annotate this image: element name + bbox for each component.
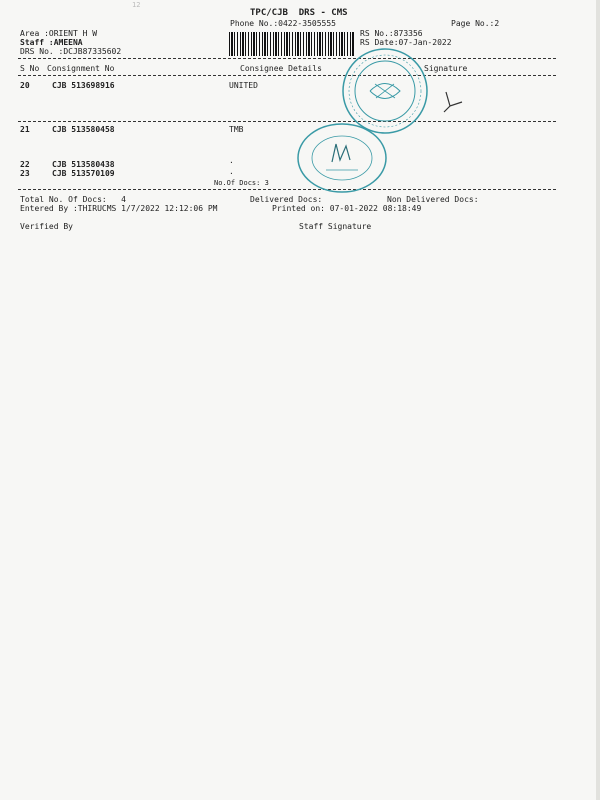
staff-signature-label: Staff Signature bbox=[299, 222, 372, 231]
row-sno: 22 bbox=[20, 160, 30, 169]
column-header-consignment: Consignment No bbox=[47, 64, 115, 73]
row-sno: 23 bbox=[20, 169, 30, 178]
row-consignee: . bbox=[229, 156, 234, 165]
entered-by: Entered By :THIRUCMS 1/7/2022 12:12:06 PM bbox=[20, 204, 218, 213]
non-delivered-docs: Non Delivered Docs: bbox=[387, 195, 479, 204]
row-consignment: CJB 513580438 bbox=[52, 160, 115, 169]
page-edge bbox=[596, 0, 600, 800]
printed-on: Printed on: 07-01-2022 08:18:49 bbox=[272, 204, 422, 213]
divider bbox=[18, 189, 556, 190]
verified-by-label: Verified By bbox=[20, 222, 73, 231]
row-consignee: UNITED bbox=[229, 81, 258, 90]
row-consignee: . bbox=[229, 167, 234, 176]
divider bbox=[18, 58, 556, 59]
drs-number: DRS No. :DCJB87335602 bbox=[20, 47, 122, 56]
divider bbox=[18, 75, 556, 76]
area-label: Area :ORIENT H W bbox=[20, 29, 98, 38]
delivered-docs: Delivered Docs: bbox=[250, 195, 323, 204]
row-consignment: CJB 513570109 bbox=[52, 169, 115, 178]
row-sno: 20 bbox=[20, 81, 30, 90]
no-of-docs: No.Of Docs: 3 bbox=[214, 179, 269, 187]
column-header-signature: Signature bbox=[424, 64, 468, 73]
column-header-sno: S No bbox=[20, 64, 40, 73]
signature-scribble bbox=[440, 88, 468, 116]
row-consignment: CJB 513580458 bbox=[52, 125, 115, 134]
barcode bbox=[229, 32, 354, 56]
phone-number: Phone No.:0422-3505555 bbox=[230, 19, 336, 28]
rs-number: RS No.:873356 bbox=[360, 29, 423, 38]
column-header-consignee: Consignee Details bbox=[240, 64, 322, 73]
received-stamp-seal bbox=[296, 122, 388, 194]
staff-label: Staff :AMEENA bbox=[20, 38, 83, 47]
page-number: Page No.:2 bbox=[451, 19, 500, 28]
row-consignment: CJB 513698916 bbox=[52, 81, 115, 90]
top-mark: 12 bbox=[132, 1, 141, 9]
rs-date: RS Date:07-Jan-2022 bbox=[360, 38, 452, 47]
row-consignee: TMB bbox=[229, 125, 244, 134]
divider bbox=[18, 121, 556, 122]
row-sno: 21 bbox=[20, 125, 30, 134]
document-title: TPC/CJB DRS - CMS bbox=[250, 8, 348, 18]
total-docs: Total No. Of Docs: 4 bbox=[20, 195, 126, 204]
